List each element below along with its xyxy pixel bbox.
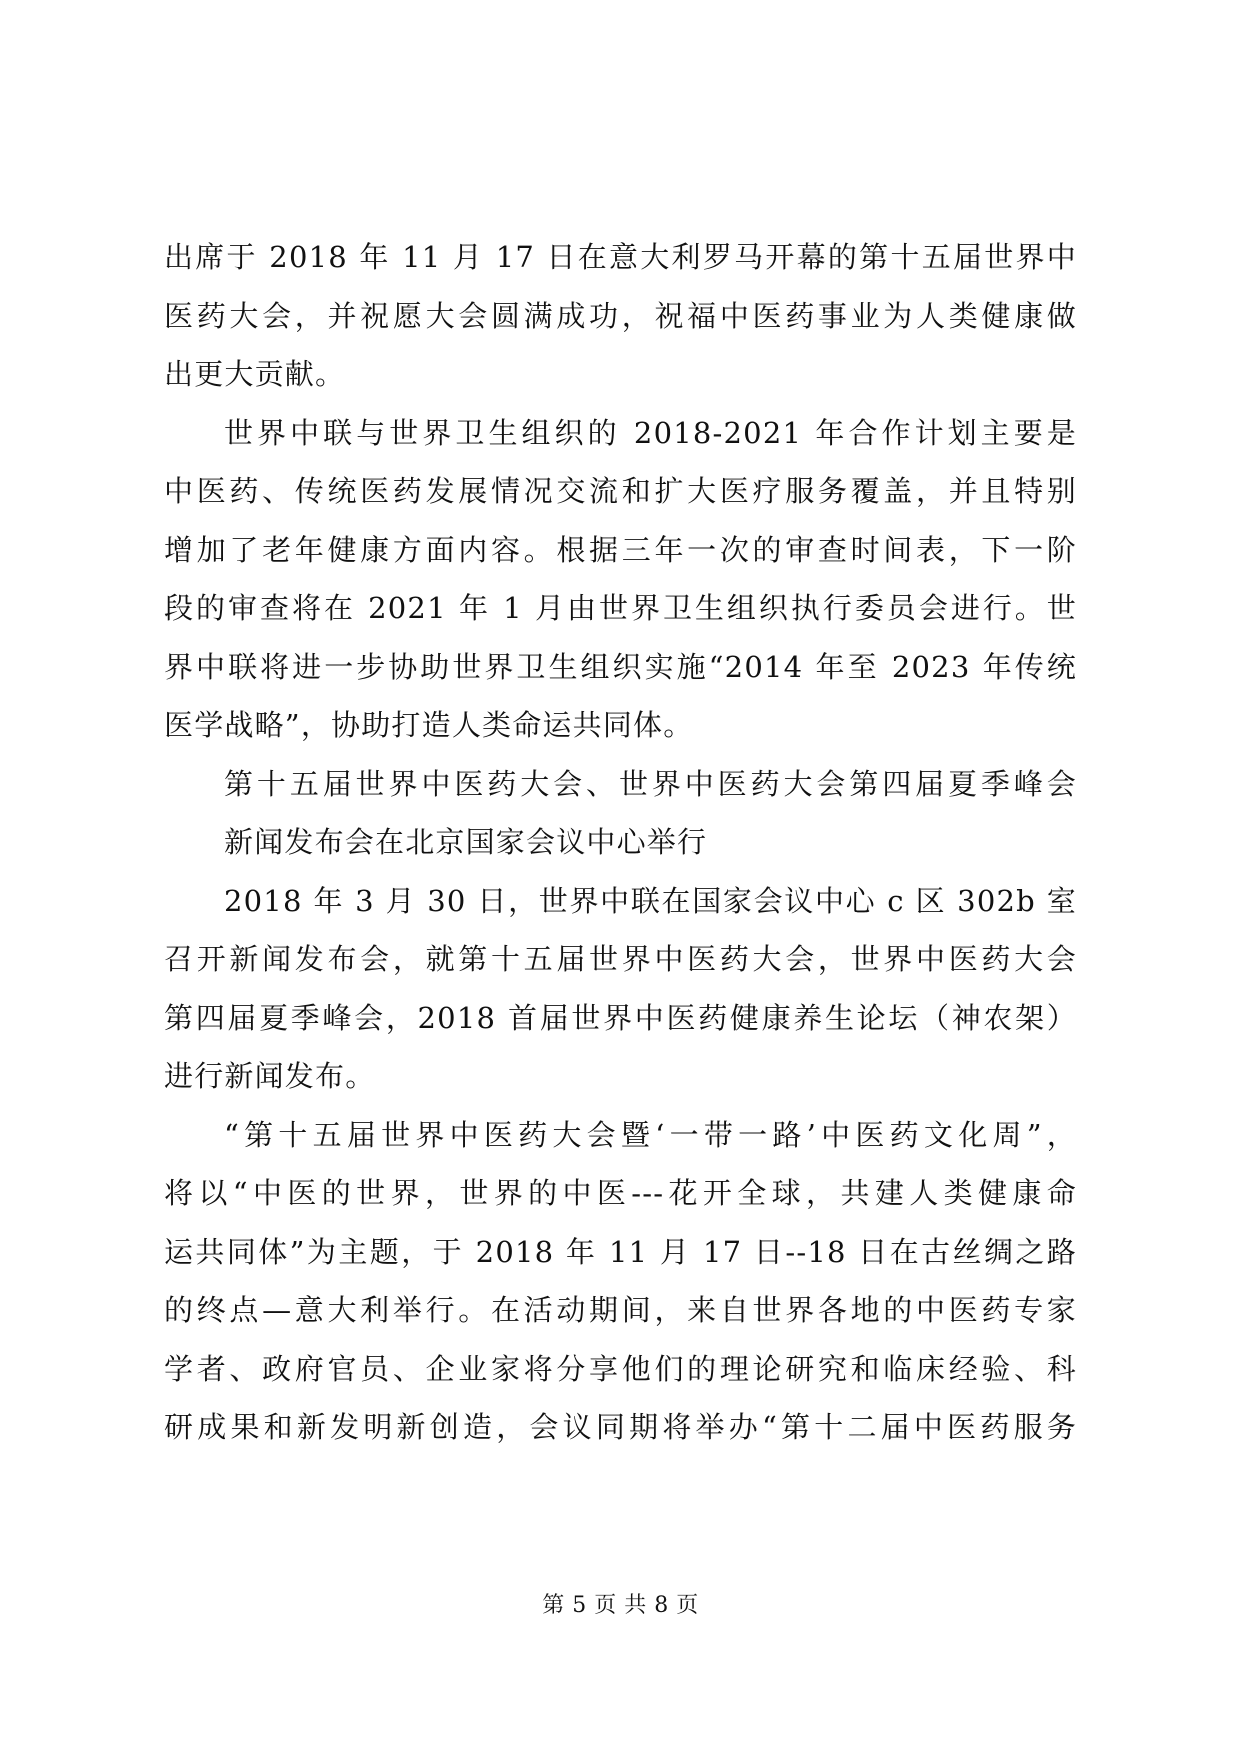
text-line: 段的审查将在 2021 年 1 月由世界卫生组织执行委员会进行。世	[164, 591, 1077, 625]
text-line: 的终点—意大利举行。在活动期间，来自世界各地的中医药专家	[164, 1293, 1077, 1327]
text-line: “第十五届世界中医药大会暨‘一带一路’中医药文化周”，	[224, 1117, 1077, 1152]
page-number-footer: 第 5 页 共 8 页	[542, 1593, 699, 1618]
text-line: 将以“中医的世界，世界的中医---花开全球，共建人类健康命	[164, 1176, 1077, 1210]
section-heading-line: 第十五届世界中医药大会、世界中医药大会第四届夏季峰会	[224, 766, 1077, 801]
text-line: 第四届夏季峰会，2018 首届世界中医药健康养生论坛（神农架）	[164, 1000, 1077, 1035]
text-line: 学者、政府官员、企业家将分享他们的理论研究和临床经验、科	[164, 1351, 1077, 1386]
text-line: 进行新闻发布。	[164, 1059, 376, 1093]
document-body	[164, 228, 1077, 1457]
text-line: 医学战略”，协助打造人类命运共同体。	[164, 708, 694, 742]
text-line: 中医药、传统医药发展情况交流和扩大医疗服务覆盖，并且特别	[164, 474, 1077, 508]
section-heading-line: 新闻发布会在北京国家会议中心举行	[224, 825, 708, 859]
text-line: 出席于 2018 年 11 月 17 日在意大利罗马开幕的第十五届世界中	[164, 240, 1077, 274]
text-line: 出更大贡献。	[164, 357, 346, 391]
text-line: 增加了老年健康方面内容。根据三年一次的审查时间表，下一阶	[164, 532, 1077, 567]
text-line: 界中联将进一步协助世界卫生组织实施“2014 年至 2023 年传统	[164, 649, 1077, 684]
text-line: 运共同体”为主题，于 2018 年 11 月 17 日--18 日在古丝绸之路	[164, 1234, 1077, 1269]
text-line: 世界中联与世界卫生组织的 2018-2021 年合作计划主要是	[224, 415, 1077, 450]
text-line: 召开新闻发布会，就第十五届世界中医药大会，世界中医药大会	[164, 942, 1077, 976]
text-line: 2018 年 3 月 30 日，世界中联在国家会议中心 c 区 302b 室	[224, 883, 1077, 918]
text-line: 研成果和新发明新创造，会议同期将举办“第十二届中医药服务	[164, 1410, 1077, 1444]
text-line: 医药大会，并祝愿大会圆满成功，祝福中医药事业为人类健康做	[164, 298, 1077, 333]
